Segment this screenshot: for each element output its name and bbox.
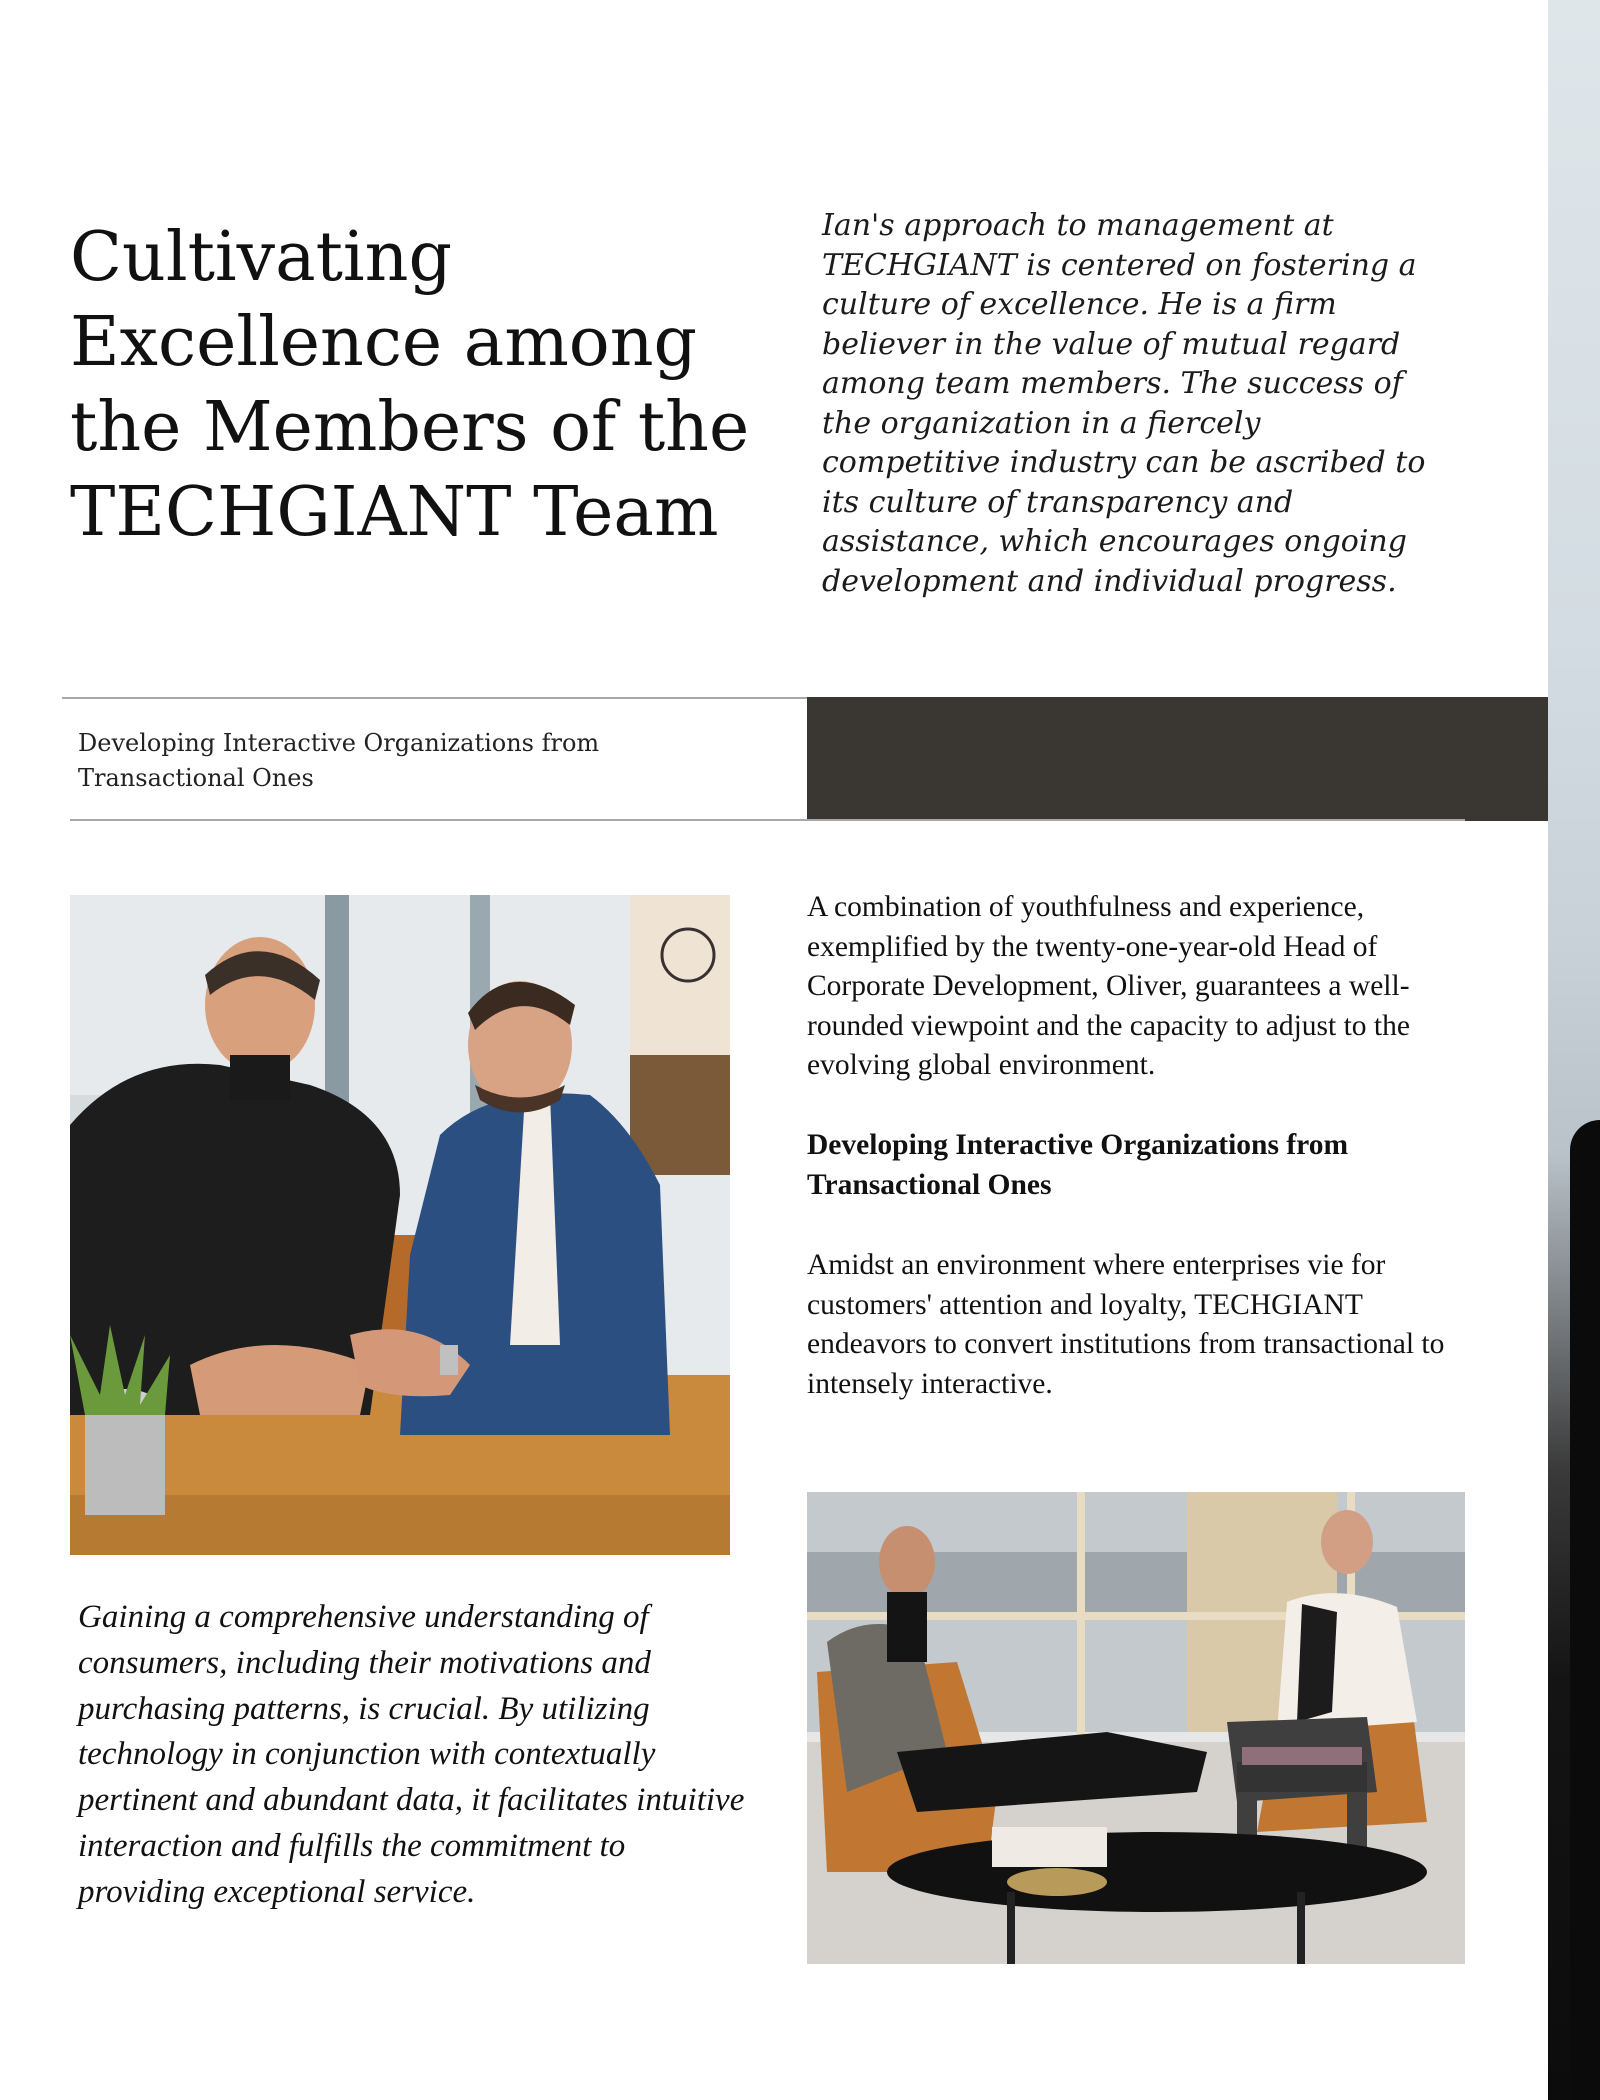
page-title: Cultivating Excellence among the Members of the TECHGIANT Team (70, 218, 750, 552)
transformation-paragraph: Amidst an environment where enterprises vie for customers' attention and loyalty, TECHGIANT endeavors to convert institutions from transactional to intensely interactive. (807, 1249, 1445, 1400)
banner-caption: Developing Interactive Organizations from Transactional Ones (78, 729, 600, 792)
pull-quote: Gaining a comprehensive understanding of consumers, including their motivations and purchasing patterns, is crucial. By utilizing technology in conjunction with contextually pertinent and abundant data, it facilitates intuitive interaction and fulfills the commitment to providing exceptional service. (78, 1599, 745, 1910)
meeting-photo (807, 1492, 1465, 1964)
experience-paragraph: A combination of youthfulness and experience, exemplified by the twenty-one-year-old Head of Corporate Development, Oliver, guarantees a well-rounded viewpoint and the capacity to adjust to the evolving global environment. (807, 891, 1410, 1081)
side-photo-shadow (1570, 1120, 1600, 2100)
intro-paragraph: Ian's approach to management at TECHGIANT is centered on fostering a culture of excellence. He is a firm believer in the value of mutual regard among team members. The success of the organization in a fiercely competitive industry can be ascribed to its culture of transparency and assistance, which encourages ongoing development and individual progress. (822, 208, 1426, 599)
side-edge-photo (1548, 0, 1600, 2100)
banner-dark-block (807, 697, 1548, 821)
section-subheading: Developing Interactive Organizations from Transactional Ones (807, 1129, 1349, 1201)
banner-bottom-rule (70, 819, 1465, 821)
team-portrait-photo (70, 895, 730, 1555)
